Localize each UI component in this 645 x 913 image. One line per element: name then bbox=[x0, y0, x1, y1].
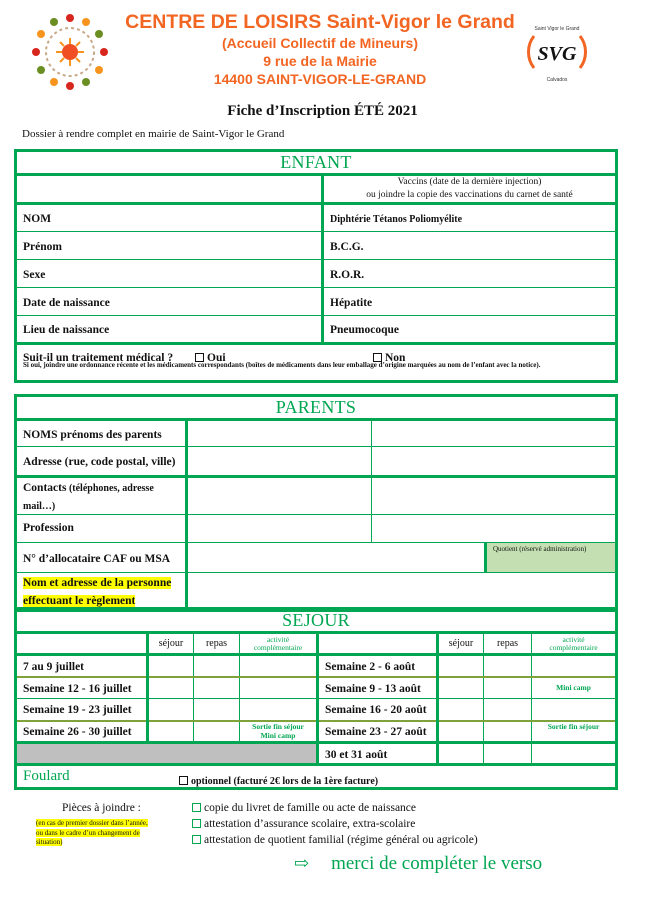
vaccin-field-hepatite[interactable] bbox=[323, 288, 617, 316]
week-label: 30 et 31 août bbox=[325, 748, 388, 761]
field-label: Profession bbox=[23, 522, 74, 534]
piece-item[interactable] bbox=[192, 800, 478, 816]
vaccin-field-dtp[interactable] bbox=[323, 204, 617, 232]
activite-note: Sortie fin séjour bbox=[547, 721, 600, 731]
col-header-sejour-right: séjour bbox=[438, 633, 484, 655]
piece-label: copie du livret de famille ou acte de naissance bbox=[204, 802, 417, 814]
cell-repas[interactable] bbox=[484, 655, 532, 677]
quotient-label: Quotient (réservé administration) bbox=[493, 545, 587, 553]
field-label: Lieu de naissance bbox=[23, 324, 110, 336]
week-label-left bbox=[16, 677, 148, 699]
dossier-note: Dossier à rendre complet en mairie de Saint-Vigor le Grand bbox=[22, 128, 285, 140]
vaccin-label: Pneumocoque bbox=[330, 324, 399, 336]
vaccins-header-line-1: Vaccins (date de la dernière injection) bbox=[397, 177, 542, 187]
week-label: Semaine 12 - 16 juillet bbox=[23, 682, 132, 695]
header-block bbox=[110, 10, 530, 88]
col-header-sejour-left: séjour bbox=[148, 633, 194, 655]
non-label: Non bbox=[385, 352, 406, 364]
cell-sejour[interactable] bbox=[148, 677, 194, 699]
cell-repas[interactable] bbox=[194, 677, 240, 699]
week-label: Semaine 19 - 23 juillet bbox=[23, 704, 132, 717]
cell-sejour[interactable] bbox=[438, 677, 484, 699]
week-label: 7 au 9 juillet bbox=[23, 660, 85, 673]
cell-repas[interactable] bbox=[484, 743, 532, 765]
parents-heading: PARENTS bbox=[16, 396, 617, 420]
parents-profession-input-2[interactable] bbox=[372, 515, 617, 543]
cell-repas[interactable] bbox=[194, 721, 240, 743]
foulard-checkbox[interactable] bbox=[179, 776, 188, 785]
piece-label: attestation de quotient familial (régime général ou agricole) bbox=[204, 834, 478, 846]
parents-label-contacts bbox=[16, 477, 187, 515]
enfant-field-date-naissance[interactable] bbox=[16, 288, 323, 316]
vaccin-label: Hépatite bbox=[330, 296, 373, 309]
cell-repas[interactable] bbox=[194, 699, 240, 721]
enfant-field-lieu-naissance[interactable] bbox=[16, 316, 323, 344]
col-header-activite-left: activité complémentaire bbox=[240, 633, 318, 655]
parents-label-reglement bbox=[16, 573, 187, 611]
week-label: Semaine 16 - 20 août bbox=[325, 704, 427, 717]
field-label: Adresse (rue, code postal, ville) bbox=[23, 456, 176, 468]
pieces-label: Pièces à joindre : bbox=[62, 802, 141, 814]
week-label-right bbox=[318, 721, 438, 743]
field-label-highlighted: Nom et adresse de la personne effectuant le règlement bbox=[23, 577, 172, 607]
oui-label: Oui bbox=[207, 352, 226, 364]
arrow-right-icon: ⇨ bbox=[294, 853, 310, 873]
cell-sejour[interactable] bbox=[438, 699, 484, 721]
grey-blank-cell bbox=[16, 743, 318, 765]
pieces-list bbox=[192, 800, 478, 848]
cell-sejour[interactable] bbox=[438, 743, 484, 765]
oui-option[interactable] bbox=[195, 348, 226, 366]
enfant-heading: ENFANT bbox=[16, 151, 617, 175]
foulard-label: Foulard bbox=[23, 767, 70, 784]
piece-item[interactable] bbox=[192, 832, 478, 848]
parents-label-adresse bbox=[16, 447, 187, 477]
vaccin-label: B.C.G. bbox=[330, 240, 364, 253]
non-option[interactable] bbox=[373, 348, 405, 366]
week-label-right bbox=[318, 655, 438, 677]
week-label-right bbox=[318, 743, 438, 765]
week-label-left bbox=[16, 655, 148, 677]
cell-sejour[interactable] bbox=[148, 655, 194, 677]
enfant-field-prenom[interactable] bbox=[16, 232, 323, 260]
cell-repas[interactable] bbox=[194, 655, 240, 677]
field-label: Contacts bbox=[23, 482, 67, 494]
enfant-field-nom[interactable] bbox=[16, 204, 323, 232]
week-label: Semaine 23 - 27 août bbox=[325, 726, 427, 739]
cell-sejour[interactable] bbox=[438, 721, 484, 743]
week-label: Semaine 2 - 6 août bbox=[325, 660, 416, 673]
parents-adresse-input-2[interactable] bbox=[372, 447, 617, 477]
col-header-repas-right: repas bbox=[484, 633, 532, 655]
cell-repas[interactable] bbox=[484, 699, 532, 721]
vaccin-label: Diphtérie Tétanos Poliomyélite bbox=[330, 214, 463, 225]
field-label: N° d’allocataire CAF ou MSA bbox=[23, 552, 171, 565]
foulard-option-label: optionnel (facturé 2€ lors de la 1ère facture) bbox=[191, 775, 379, 787]
traitement-question: Suit-il un traitement médical ? bbox=[23, 352, 174, 364]
cell-activite[interactable] bbox=[532, 743, 617, 765]
traitement-row bbox=[16, 344, 617, 382]
parents-table bbox=[14, 394, 618, 612]
week-label: Semaine 26 - 30 juillet bbox=[23, 726, 132, 739]
cell-activite[interactable] bbox=[532, 699, 617, 721]
week-label-right bbox=[318, 677, 438, 699]
col-header-repas-left: repas bbox=[194, 633, 240, 655]
address-line-2: 14400 SAINT-VIGOR-LE-GRAND bbox=[213, 71, 427, 87]
svg-text:SVG: SVG bbox=[537, 43, 577, 65]
week-label-right bbox=[318, 699, 438, 721]
pieces-note bbox=[36, 819, 154, 848]
field-label: Sexe bbox=[23, 268, 46, 281]
week-label-left bbox=[16, 699, 148, 721]
parents-label-noms bbox=[16, 420, 187, 447]
center-title: CENTRE DE LOISIRS Saint-Vigor le Grand bbox=[125, 11, 515, 33]
document-title: Fiche d’Inscription ÉTÉ 2021 bbox=[227, 103, 418, 119]
parents-adresse-input-1[interactable] bbox=[187, 447, 372, 477]
svg-text:Calvados: Calvados bbox=[546, 77, 568, 83]
field-label: NOMS prénoms des parents bbox=[23, 428, 162, 441]
pieces-note-text: (en cas de premier dossier dans l’année, ou dans le cadre d’un changement de situation) bbox=[36, 819, 148, 846]
week-label: Semaine 9 - 13 août bbox=[325, 682, 421, 695]
parents-noms-input-1[interactable] bbox=[187, 420, 372, 447]
cell-activite[interactable] bbox=[532, 677, 617, 699]
week-label-left bbox=[16, 721, 148, 743]
field-label: Date de naissance bbox=[23, 296, 110, 309]
cell-sejour[interactable] bbox=[438, 655, 484, 677]
parents-label-profession bbox=[16, 515, 187, 543]
cell-sejour[interactable] bbox=[148, 721, 194, 743]
piece-checkbox[interactable] bbox=[192, 835, 201, 844]
foulard-row bbox=[16, 765, 617, 789]
vaccins-header bbox=[323, 175, 617, 204]
piece-checkbox[interactable] bbox=[192, 819, 201, 828]
parents-contacts-input-2[interactable] bbox=[372, 477, 617, 515]
center-subtitle: (Accueil Collectif de Mineurs) bbox=[221, 35, 419, 51]
parents-caf-input[interactable] bbox=[187, 543, 486, 573]
quotient-admin-cell bbox=[486, 543, 617, 573]
col-header-activite-right: activité complémentaire bbox=[532, 633, 617, 655]
parents-reglement-input[interactable] bbox=[187, 573, 617, 611]
children-sun-logo bbox=[28, 10, 112, 94]
cell-repas[interactable] bbox=[484, 721, 532, 743]
enfant-field-sexe[interactable] bbox=[16, 260, 323, 288]
svg-text:Saint Vigor le Grand: Saint Vigor le Grand bbox=[534, 26, 580, 32]
enfant-blank-cell bbox=[16, 175, 323, 204]
piece-checkbox[interactable] bbox=[192, 803, 201, 812]
cell-activite[interactable] bbox=[240, 699, 318, 721]
merci-line bbox=[294, 853, 542, 875]
merci-text: merci de compléter le verso bbox=[331, 853, 543, 874]
cell-sejour[interactable] bbox=[148, 699, 194, 721]
field-label: Prénom bbox=[23, 240, 62, 253]
cell-activite[interactable] bbox=[240, 655, 318, 677]
cell-activite[interactable] bbox=[240, 721, 318, 743]
non-checkbox[interactable] bbox=[373, 353, 382, 362]
cell-repas[interactable] bbox=[484, 677, 532, 699]
vaccin-field-ror[interactable] bbox=[323, 260, 617, 288]
sejour-table bbox=[14, 607, 618, 790]
vaccin-field-bcg[interactable] bbox=[323, 232, 617, 260]
sejour-left-blank-header bbox=[16, 633, 148, 655]
enfant-table bbox=[14, 149, 618, 383]
address-line-1: 9 rue de la Mairie bbox=[263, 53, 377, 69]
piece-item[interactable] bbox=[192, 816, 478, 832]
parents-contacts-input-1[interactable] bbox=[187, 477, 372, 515]
svg-town-logo bbox=[522, 20, 592, 84]
vaccin-field-pneumocoque[interactable] bbox=[323, 316, 617, 344]
oui-checkbox[interactable] bbox=[195, 353, 204, 362]
piece-label: attestation d’assurance scolaire, extra-scolaire bbox=[204, 818, 416, 830]
parents-profession-input-1[interactable] bbox=[187, 515, 372, 543]
sejour-right-blank-header bbox=[318, 633, 438, 655]
sejour-heading: SEJOUR bbox=[16, 609, 617, 633]
cell-activite[interactable] bbox=[240, 677, 318, 699]
field-label: NOM bbox=[23, 213, 52, 225]
parents-noms-input-2[interactable] bbox=[372, 420, 617, 447]
activite-note: Sortie fin séjour Mini camp bbox=[252, 722, 304, 741]
cell-activite[interactable] bbox=[532, 721, 617, 743]
field-label-detail: (téléphones, adresse mail…) bbox=[23, 483, 154, 512]
vaccin-label: R.O.R. bbox=[330, 268, 365, 281]
parents-label-caf bbox=[16, 543, 187, 573]
vaccins-header-line-2: ou joindre la copie des vaccinations du carnet de santé bbox=[366, 190, 573, 200]
traitement-note: Si oui, joindre une ordonnance récente et les médicaments correspondants (boîtes de médicaments dans leur emballage d’origine marquées au nom de l’enfant avec la notice). bbox=[23, 361, 541, 369]
cell-activite[interactable] bbox=[532, 655, 617, 677]
foulard-option[interactable] bbox=[179, 771, 378, 789]
activite-note: Mini camp bbox=[556, 683, 591, 693]
